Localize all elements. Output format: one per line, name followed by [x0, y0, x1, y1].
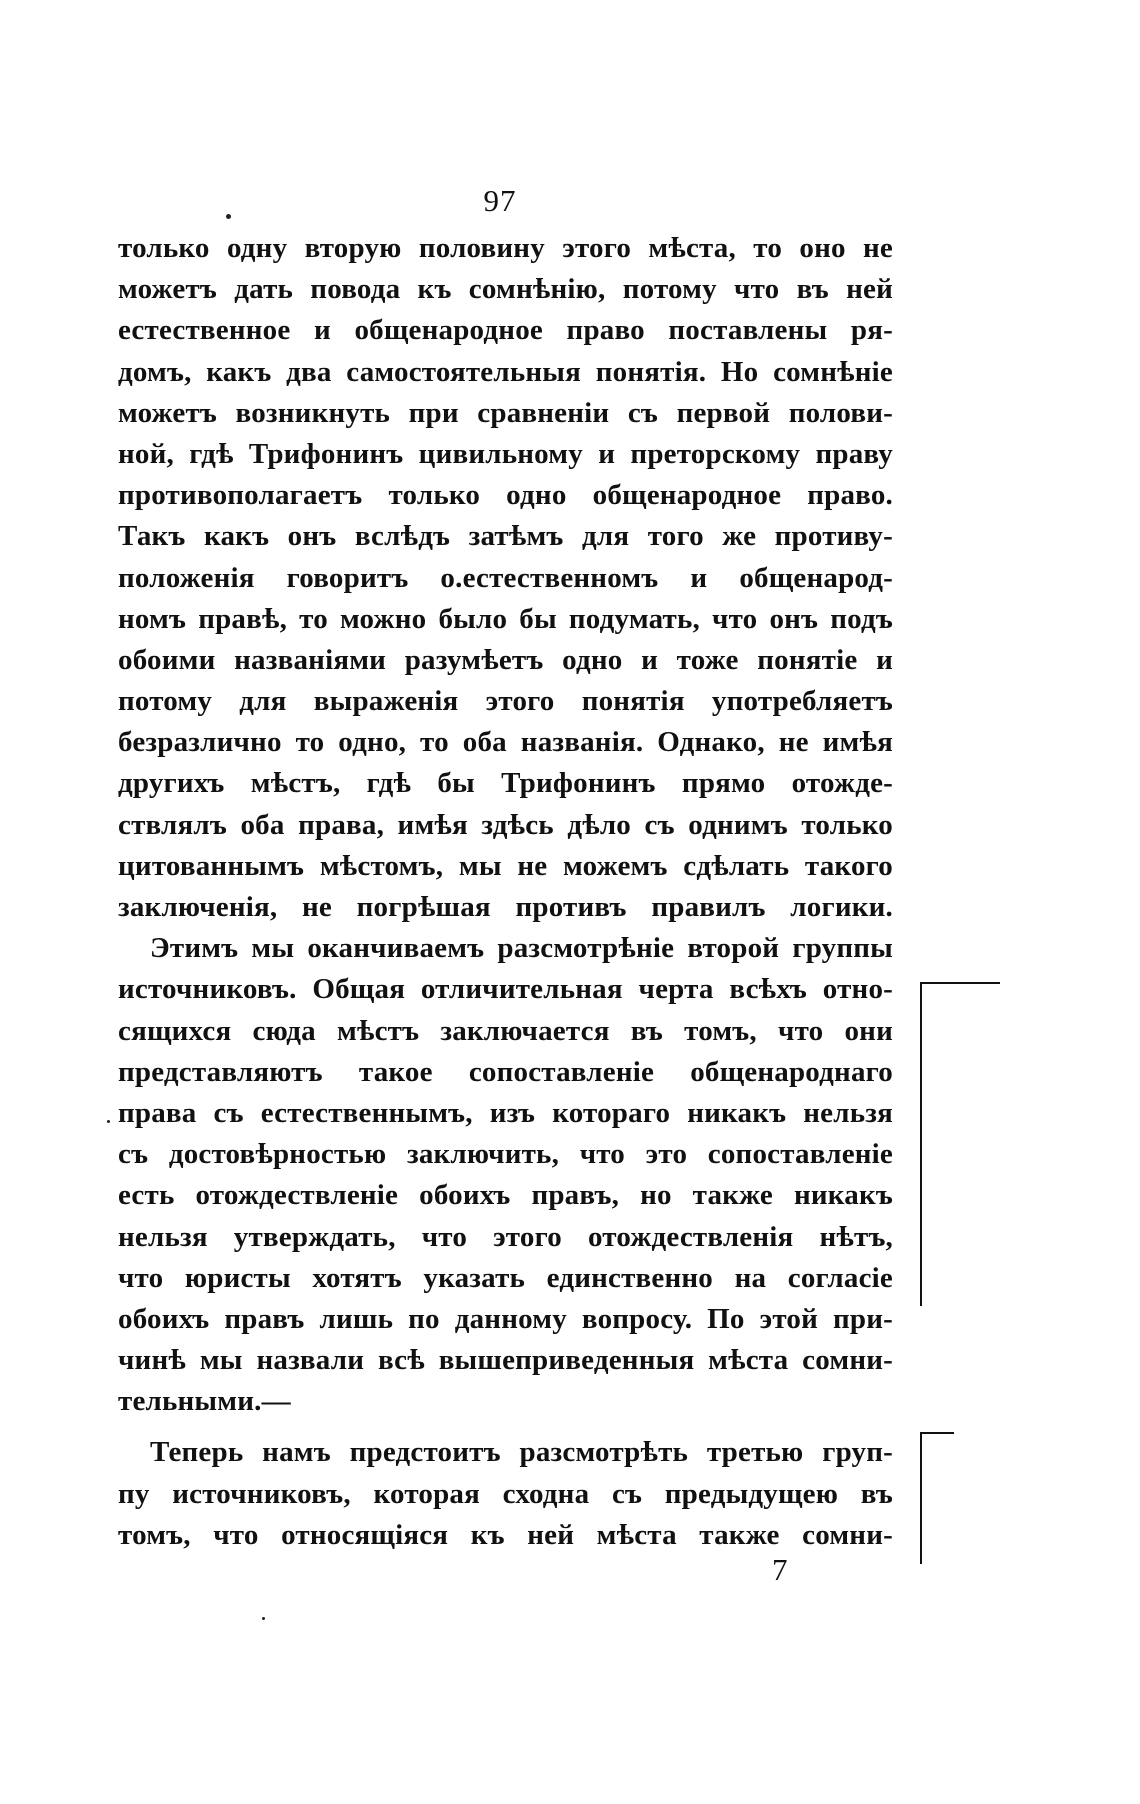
text-line: есть отождествленіе обоихъ правъ, но также никакъ [118, 1179, 893, 1212]
text-line: права съ естественнымъ, изъ котораго никакъ нельзя [118, 1096, 893, 1129]
ink-speck [107, 1120, 110, 1123]
paragraph-2 [118, 928, 893, 1422]
margin-bracket-lower [920, 1432, 954, 1564]
ink-speck [262, 1617, 265, 1620]
text-line: можетъ возникнуть при сравненіи съ первой полови- [118, 396, 893, 429]
text-line: сящихся сюда мѣстъ заключается въ томъ, что они [118, 1014, 893, 1047]
text-line: положенія говоритъ о.естественномъ и общенарод- [118, 561, 893, 594]
text-line: можетъ дать повода къ сомнѣнію, потому что въ ней [118, 273, 893, 306]
body-text [118, 228, 893, 1556]
paragraph-1 [118, 228, 893, 928]
text-line: что юристы хотятъ указать единственно на согласіе [118, 1261, 893, 1294]
signature-mark: 7 [772, 1552, 788, 1587]
text-line: безразлично то одно, то оба названія. Однако, не имѣя [118, 726, 893, 759]
text-line: противополагаетъ только одно общенародное право. [118, 479, 893, 512]
text-line: домъ, какъ два самостоятельныя понятія. Но сомнѣніе [118, 355, 893, 388]
paragraph-gap [118, 1422, 893, 1432]
ink-speck [226, 214, 231, 219]
paragraph-3 [118, 1432, 893, 1556]
text-line: съ достовѣрностью заключить, что это сопоставленіе [118, 1138, 893, 1171]
text-line: Такъ какъ онъ вслѣдъ затѣмъ для того же противу- [118, 520, 893, 553]
text-line: источниковъ. Общая отличительная черта всѣхъ отно- [118, 973, 893, 1006]
text-line: только одну вторую половину этого мѣста, то оно не [118, 232, 893, 264]
text-line: обоими названіями разумѣетъ одно и тоже понятіе и [118, 643, 893, 676]
text-line: номъ правѣ, то можно было бы подумать, что онъ подъ [118, 602, 893, 635]
page-number: 97 [483, 183, 517, 218]
text-line: заключенія, не погрѣшая противъ правилъ логики. [118, 891, 893, 923]
text-line: тельными.— [118, 1385, 291, 1418]
margin-bracket-upper [920, 982, 1000, 1306]
text-line: Этимъ мы оканчиваемъ разсмотрѣніе второй группы [150, 932, 893, 965]
text-line: нельзя утверждать, что этого отождествленія нѣтъ, [118, 1220, 893, 1253]
text-line: пу источниковъ, которая сходна съ предыдущею въ [118, 1477, 893, 1510]
text-line: ствлялъ оба права, имѣя здѣсь дѣло съ однимъ только [118, 808, 893, 841]
text-line: другихъ мѣстъ, гдѣ бы Трифонинъ прямо отожде- [118, 767, 893, 800]
text-line: естественное и общенародное право поставлены ря- [118, 314, 893, 347]
text-line: обоихъ правъ лишь по данному вопросу. По этой при- [118, 1302, 893, 1335]
text-line: потому для выраженія этого понятія употребляетъ [118, 685, 893, 718]
text-line: ной, гдѣ Трифонинъ цивильному и преторскому праву [118, 437, 893, 470]
text-line: томъ, что относящіяся къ ней мѣста также сомни- [118, 1518, 893, 1551]
text-line: цитованнымъ мѣстомъ, мы не можемъ сдѣлать такого [118, 849, 893, 882]
text-line: представляютъ такое сопоставленіе общенароднаго [118, 1055, 893, 1088]
text-line: чинѣ мы назвали всѣ вышеприведенныя мѣста сомни- [118, 1344, 893, 1377]
text-line: Теперь намъ предстоитъ разсмотрѣть третью груп- [150, 1436, 893, 1469]
